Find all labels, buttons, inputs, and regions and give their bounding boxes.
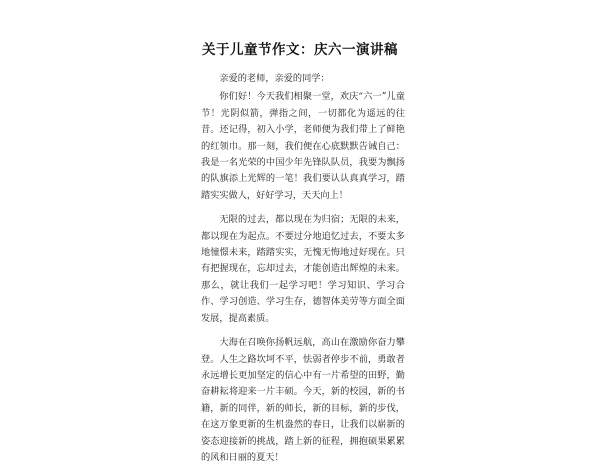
body-paragraph-2: 无限的过去，都以现在为归宿；无限的未来，都以现在为起点。不要过分地追忆过去，不要太多地憧憬未来，踏踏实实，无愧无悔地过好现在。只有把握现在，忘却过去，才能创造出辉煌的未来。那么，就让我们一起学习吧！学习知识、学习合作、学习创造、学习生存，德智体美劳等方面全面发展，提高素质。 — [201, 214, 405, 324]
document-title: 关于儿童节作文：庆六一演讲稿 — [202, 42, 398, 58]
document-body — [201, 71, 405, 466]
body-paragraph-1: 你们好！今天我们相聚一堂，欢庆“六一”儿童节！光阴似箭，弹指之间，一切都化为遥远的往昔。还记得，初入小学，老师便为我们带上了鲜艳的红领巾。那一刻，我们便在心底默默告诫自己：我是一名光荣的中国少年先锋队队员，我要为飘扬的队旗添上光辉的一笔！我们要认认真真学习，踏踏实实做人，好好学习，天天向上！ — [201, 91, 405, 201]
body-paragraph-3: 大海在召唤你扬帆远航，高山在激励你奋力攀登。人生之路坎坷不平，怯弱者停步不前，勇敢者永远增长更加坚定的信心中有一片希望的田野，勤奋耕耘将迎来一片丰硕。今天，新的校园，新的书籍，新的同伴，新的师长，新的目标，新的步伐，在这万象更新的生机盎然的春日，让我们以崭新的姿态迎接新的挑战，踏上新的征程，拥抱硕果累累的风和日丽的夏天！ — [201, 337, 405, 463]
greeting-paragraph: 亲爱的老师，亲爱的同学： — [219, 73, 330, 84]
